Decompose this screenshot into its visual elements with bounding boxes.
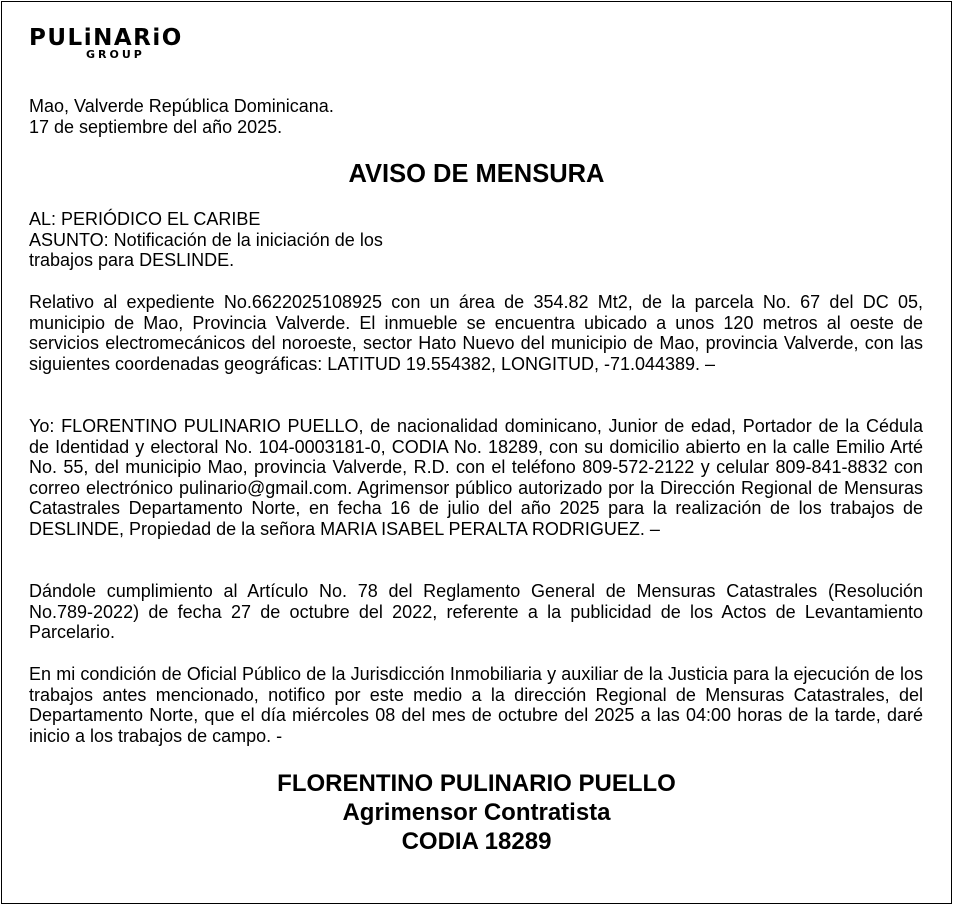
paragraph-expediente: Relativo al expediente No.6622025108925 con un área de 354.82 Mt2, de la parcela No. 67 del DC 05, municipio de Mao, Provincia Valverde. El inmueble se encuentra ubicado a unos 120 metros al oeste de servicios electromecánicos del noroeste, sector Hato Nuevo del municipio de Mao, provincia Valverde, con las siguientes coordenadas geográficas: LATITUD 19.554382, LONGITUD, -71.044389. – xyxy=(29,292,923,374)
company-logo xyxy=(29,24,244,64)
header-block xyxy=(29,96,923,137)
notice-frame xyxy=(1,1,952,904)
recipient-to: AL: PERIÓDICO EL CARIBE xyxy=(29,209,261,229)
signature-name: FLORENTINO PULINARIO PUELLO xyxy=(277,770,676,797)
signature-role: Agrimensor Contratista xyxy=(342,799,611,826)
recipient-subject: ASUNTO: Notificación de la iniciación de los xyxy=(29,229,383,250)
header-date: 17 de septiembre del año 2025. xyxy=(29,116,283,137)
header-place: Mao, Valverde República Dominicana. xyxy=(29,96,334,116)
logo-name: PULiNARiO xyxy=(29,25,183,51)
recipient-subject-cont: trabajos para DESLINDE. xyxy=(29,250,235,270)
paragraph-notification: En mi condición de Oficial Público de la Jurisdicción Inmobiliaria y auxiliar de la Justicia para la ejecución de los trabajos antes mencionado, notifico por este medio a la dirección Regional de Mensuras Catastrales, del Departamento Norte, que el día miércoles 08 del mes de octubre del 2025 a las 04:00 horas de la tarde, daré inicio a los trabajos de campo. - xyxy=(29,664,923,746)
notice-title: AVISO DE MENSURA xyxy=(348,160,605,188)
paragraph-surveyor: Yo: FLORENTINO PULINARIO PUELLO, de nacionalidad dominicano, Junior de edad, Portador de la Cédula de Identidad y electoral No. 104-0003181-0, CODIA No. 18289, con su domicilio abierto en la calle Emilio Arté No. 55, del municipio Mao, provincia Valverde, R.D. con el teléfono 809-572-2122 y celular 809-841-8832 con correo electrónico pulinario@gmail.com. Agrimensor público autorizado por la Dirección Regional de Mensuras Catastrales Departamento Norte, en fecha 16 de julio del año 2025 para la realización de los trabajos de DESLINDE, Propiedad de la señora MARIA ISABEL PERALTA RODRIGUEZ. – xyxy=(29,416,923,539)
logo-subtitle: GROUP xyxy=(86,48,145,61)
paragraph-regulation: Dándole cumplimiento al Artículo No. 78 del Reglamento General de Mensuras Catastrales (Resolución No.789-2022) de fecha 27 de octubre del 2022, referente a la publicidad de los Actos de Levantamiento Parcelario. xyxy=(29,581,923,642)
signature-codia: CODIA 18289 xyxy=(401,828,552,855)
recipient-block xyxy=(29,209,923,271)
